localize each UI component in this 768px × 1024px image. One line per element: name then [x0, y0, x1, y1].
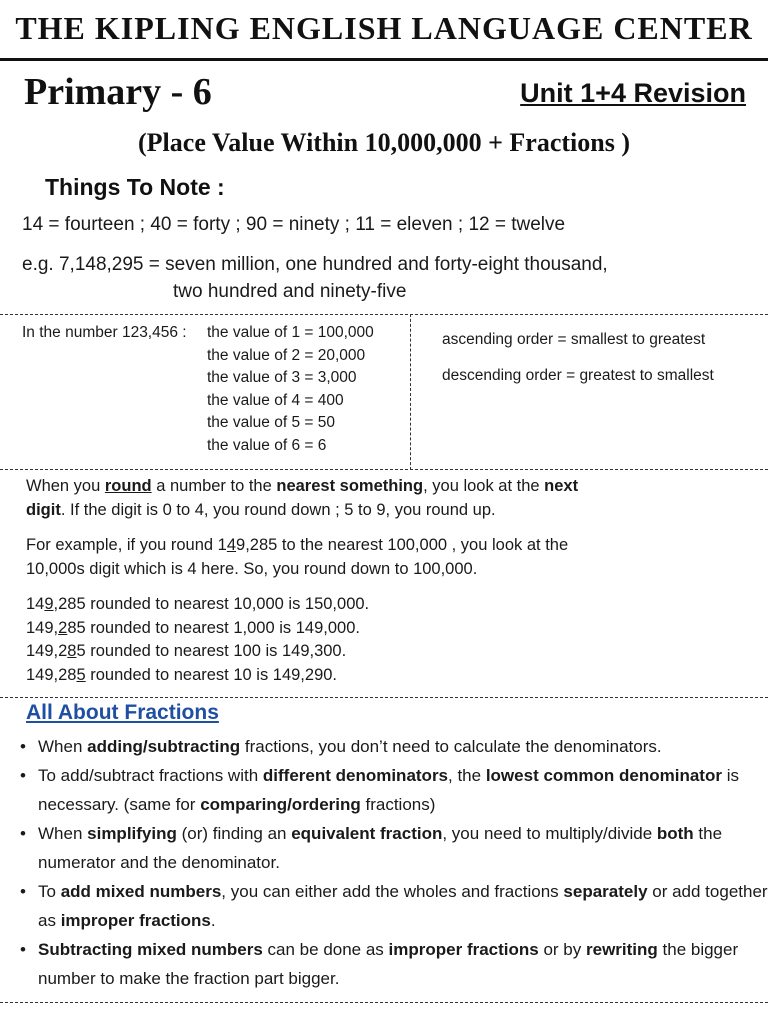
descending-order-note: descending order = greatest to smallest: [442, 367, 714, 384]
text: can be done as: [262, 940, 389, 959]
divider-dashed: [0, 1002, 768, 1003]
bold-term: lowest common denominator: [485, 766, 722, 785]
bold-term: equivalent fraction: [291, 824, 443, 843]
place-value-row: the value of 1 = 100,000: [207, 324, 374, 341]
nearest-something-term: nearest something: [276, 477, 424, 495]
digit-term: digit: [26, 500, 61, 519]
text: , you can either add the wholes and fractions: [221, 882, 564, 901]
underlined-digit: 5: [76, 665, 86, 684]
underlined-digit: 9: [44, 595, 54, 613]
text: . If the digit is 0 to 4, you round down ; 5 to 9, you round up.: [60, 500, 496, 519]
bold-term: different denominators: [262, 766, 449, 785]
rounding-examples-list: [26, 593, 746, 687]
subtitle: (Place Value Within 10,000,000 + Fractions ): [138, 128, 630, 157]
rounding-example-paragraph: [26, 534, 746, 581]
place-value-intro: In the number 123,456 :: [22, 324, 187, 341]
text: ,285 rounded to nearest 10,000 is 150,000.: [53, 595, 370, 613]
place-value-row: the value of 5 = 50: [207, 414, 335, 431]
rounding-rule-paragraph: [26, 475, 746, 522]
bold-term: rewriting: [586, 940, 658, 959]
text: fractions): [360, 795, 436, 814]
divider-dashed: [0, 697, 768, 698]
text: the bigger number to make the fraction part bigger.: [38, 940, 739, 988]
place-value-row: the value of 4 = 400: [207, 391, 344, 409]
bold-term: improper fractions: [60, 911, 211, 930]
text: (or) finding an: [176, 824, 292, 843]
list-item: [38, 732, 768, 761]
grade-title: Primary - 6: [24, 71, 212, 113]
text: When you: [26, 477, 105, 495]
bold-term: add mixed numbers: [60, 882, 222, 901]
bold-term: both: [656, 824, 694, 843]
text: a number to the: [151, 477, 277, 495]
next-term: next: [544, 477, 579, 495]
list-item: [38, 877, 768, 935]
text: 149,: [26, 618, 59, 637]
text: , you need to multiply/divide: [442, 824, 657, 843]
list-item: [38, 819, 768, 877]
place-value-list: [207, 322, 374, 457]
underlined-digit: 4: [226, 536, 237, 554]
text: rounded to nearest 10 is 149,290.: [85, 665, 338, 684]
text: the numerator and the denominator.: [38, 824, 723, 872]
underlined-digit: 2: [58, 618, 68, 637]
text: 149,2: [26, 642, 68, 660]
round-term: round: [104, 477, 152, 495]
text: .: [210, 911, 216, 930]
text: is necessary. (same for: [38, 766, 739, 814]
bold-term: comparing/ordering: [200, 795, 361, 814]
things-to-note-heading: Things To Note :: [45, 174, 225, 200]
bold-term: simplifying: [87, 824, 177, 843]
number-words-line: 14 = fourteen ; 40 = forty ; 90 = ninety ; 11 = eleven ; 12 = twelve: [22, 214, 566, 235]
bold-term: improper fractions: [388, 940, 539, 959]
underlined-digit: 8: [67, 642, 77, 660]
text: or by: [538, 940, 586, 959]
bold-term: Subtracting mixed numbers: [38, 940, 263, 959]
text: , the: [448, 766, 486, 785]
text: or add together as: [38, 882, 768, 930]
text: For example, if you round 1: [26, 536, 227, 554]
header-divider: [0, 58, 768, 61]
text: When: [38, 737, 88, 756]
text: 10,000s digit which is 4 here. So, you round down to 100,000.: [26, 559, 478, 578]
divider-dashed: [0, 314, 768, 315]
rounding-example: [26, 640, 746, 664]
center-title: THE KIPLING ENGLISH LANGUAGE CENTER: [15, 10, 753, 46]
bold-term: adding/subtracting: [87, 737, 241, 756]
place-value-row: the value of 6 = 6: [207, 436, 327, 454]
text: 149,28: [26, 665, 77, 684]
text: 14: [26, 595, 45, 613]
text: To add/subtract fractions with: [38, 766, 263, 785]
example-line-2: two hundred and ninety-five: [173, 281, 407, 302]
fractions-bullet-list: [18, 732, 768, 993]
rounding-example: [26, 617, 746, 641]
bold-term: separately: [563, 882, 648, 901]
text: 85 rounded to nearest 1,000 is 149,000.: [67, 618, 360, 637]
rounding-example: [26, 664, 746, 688]
ascending-order-note: ascending order = smallest to greatest: [442, 331, 706, 348]
list-item: [38, 935, 768, 993]
text: To: [38, 882, 61, 901]
place-value-row: the value of 3 = 3,000: [207, 369, 357, 386]
fractions-heading: All About Fractions: [26, 701, 219, 724]
box-vertical-divider: [410, 314, 411, 470]
example-line-1: e.g. 7,148,295 = seven million, one hundred and forty-eight thousand,: [22, 254, 608, 275]
place-value-row: the value of 2 = 20,000: [207, 346, 366, 364]
rounding-example: [26, 593, 746, 617]
text: 9,285 to the nearest 100,000 , you look at the: [236, 536, 569, 554]
text: , you look at the: [423, 477, 545, 495]
text: When: [38, 824, 88, 843]
divider-dashed: [0, 469, 768, 470]
text: fractions, you don’t need to calculate the denominators.: [240, 737, 662, 756]
list-item: [38, 761, 768, 819]
unit-title: Unit 1+4 Revision: [520, 78, 746, 108]
text: 5 rounded to nearest 100 is 149,300.: [76, 642, 347, 660]
